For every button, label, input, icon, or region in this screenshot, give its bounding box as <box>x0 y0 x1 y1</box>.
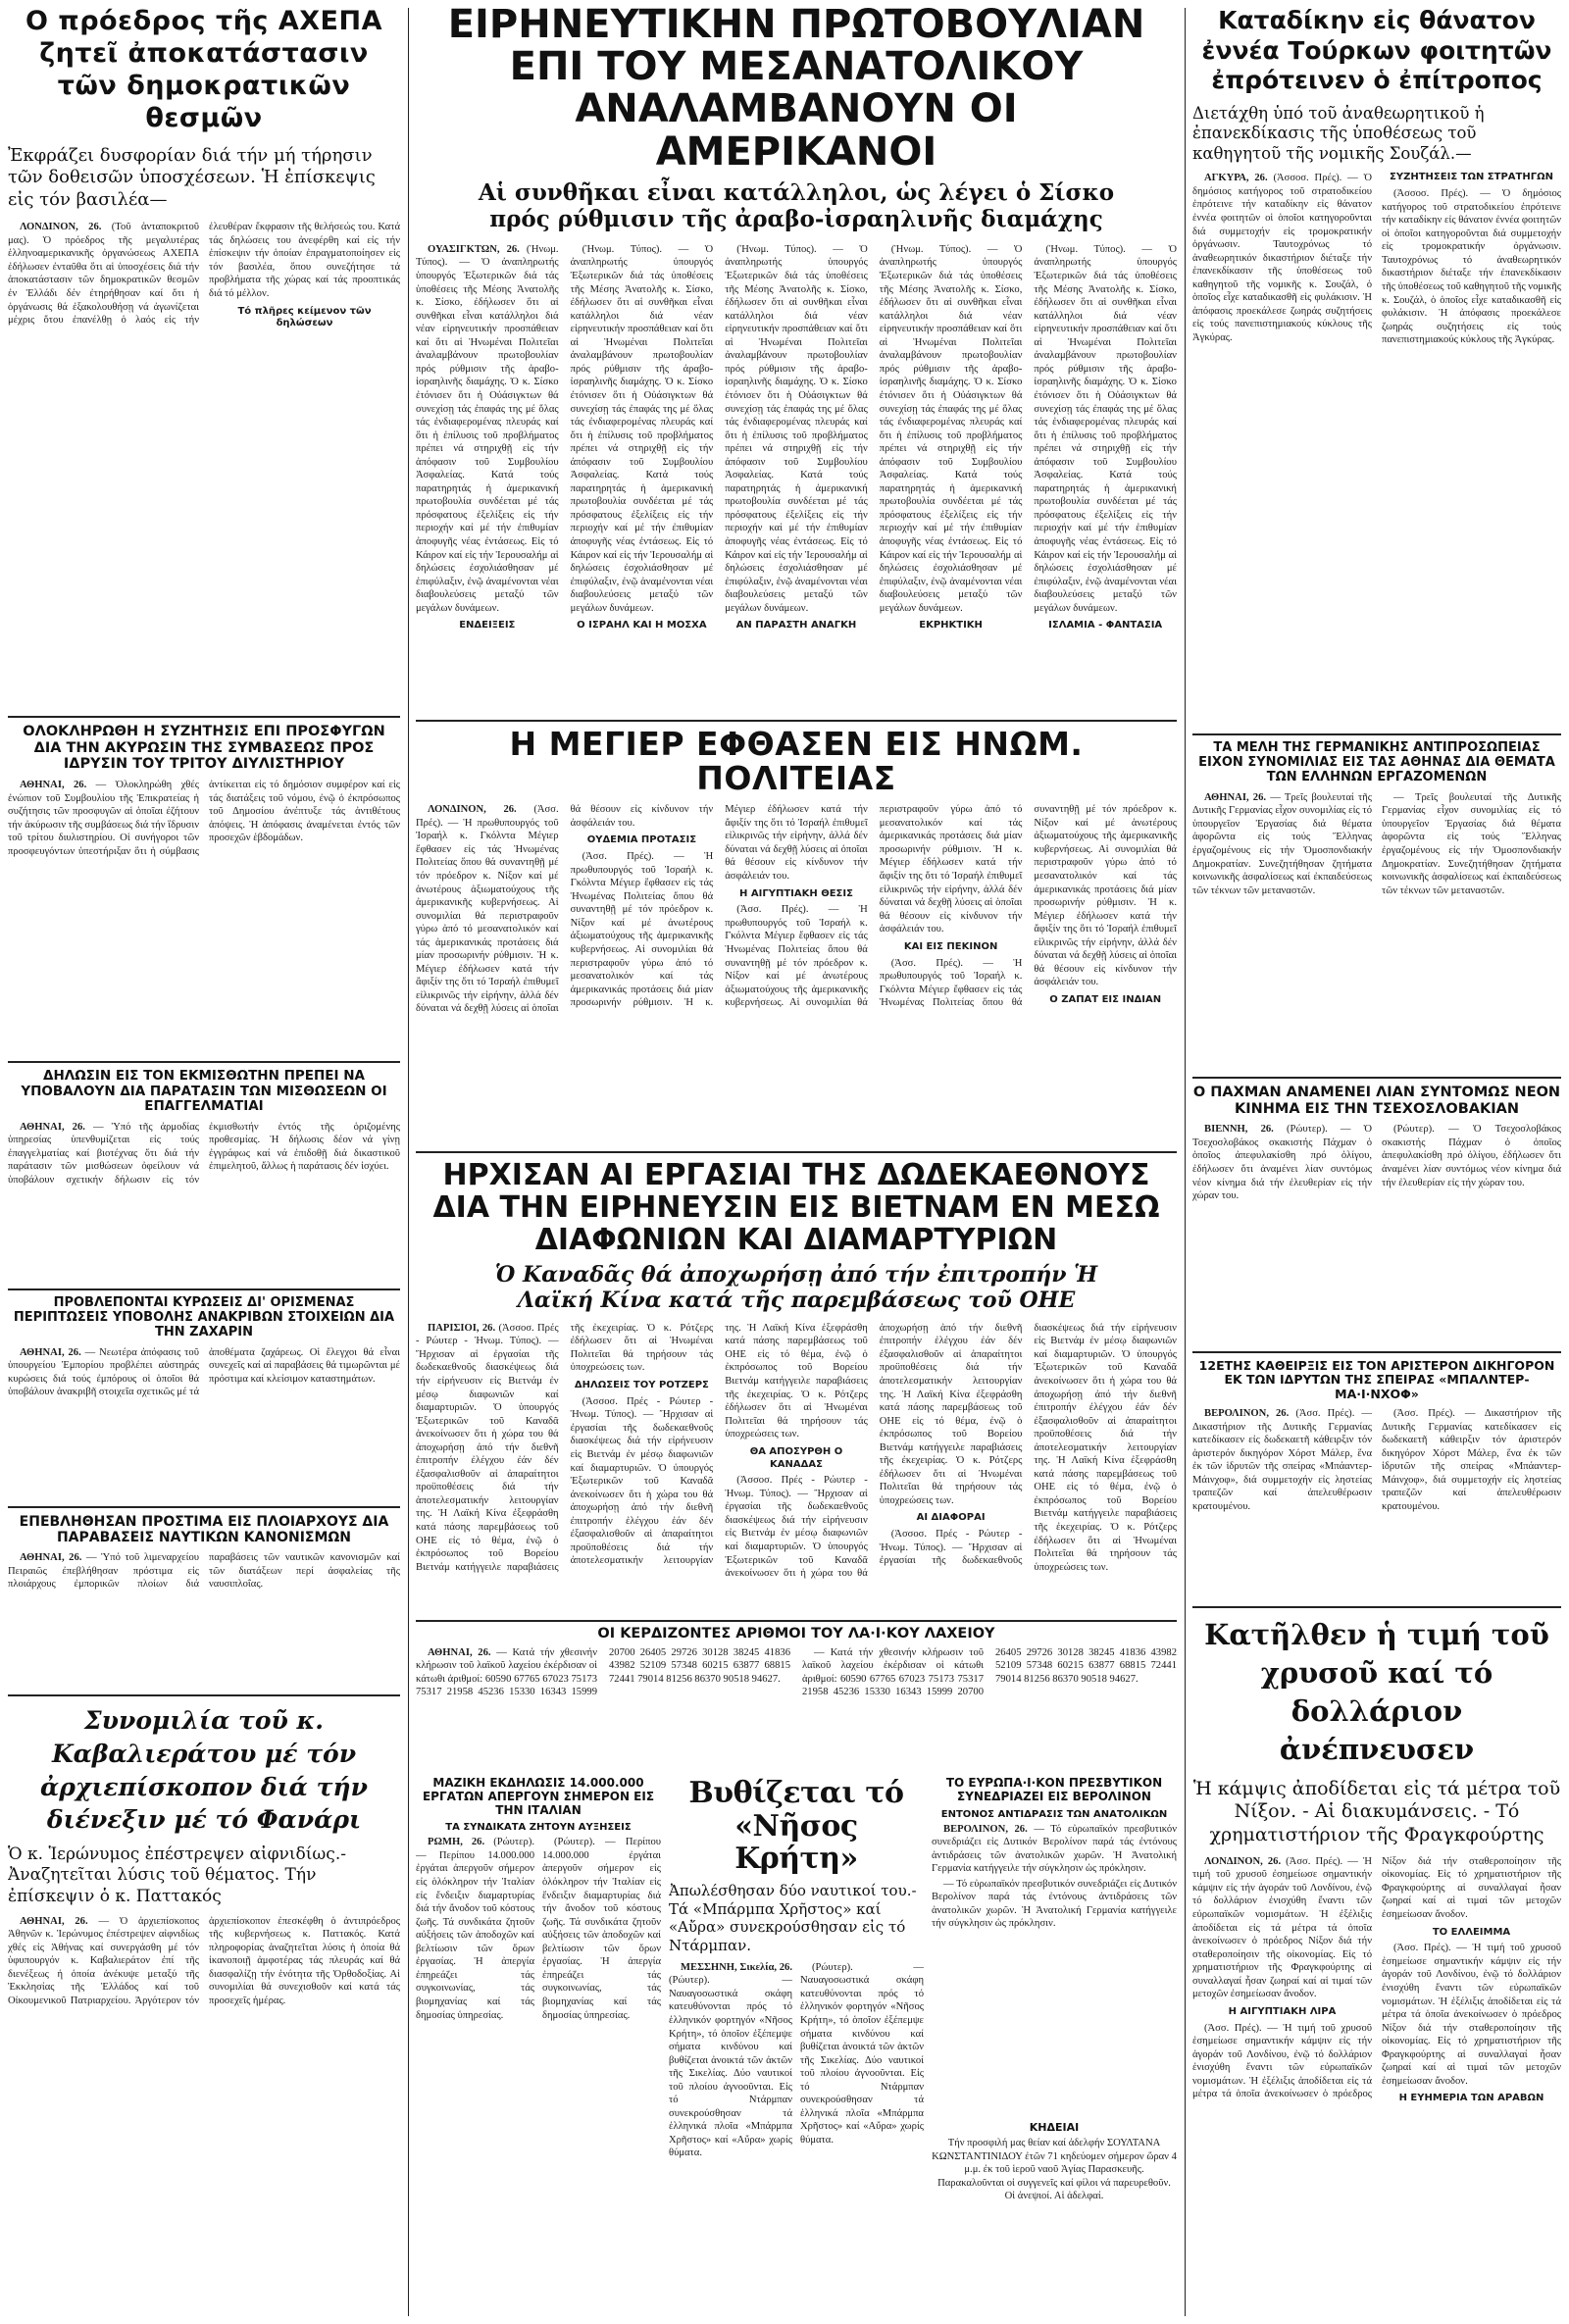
article-body <box>1192 1855 1561 2297</box>
lead-article <box>416 4 1177 718</box>
section-kicker: ΤΑ ΣΥΝΔΙΚΑΤΑ ΖΗΤΟΥΝ ΑΥΞΗΣΕΙΣ <box>445 1822 632 1834</box>
article-body <box>8 1551 400 1669</box>
article-text: (Ἀσσ. Πρές). — Ἡ πρωθυπουργός τοῦ Ἰσραήλ κ. Γκόλντα Μέγιερ ἔφθασεν εἰς τάς Ἡνωμένας Πολιτείας ὅπου θά συναντηθῇ μέ τόν πρόεδρον κ. Νίξον καί μέ ἀνωτέρους ἀξιωματούχους τῆς ἀμερικανικῆς κυβερνήσεως. Αἱ συνομιλίαι θά περιστραφοῦν γύρω ἀπό τό μεσανατολικόν καί τάς ἀμερικανικάς προτάσεις διά μίαν προσωρινήν ρύθμισιν. Ἡ κ. Μέγιερ ἐδήλωσεν κατά τήν ἄφιξίν της ὅτι τό Ἰσραήλ ἐπιθυμεῖ εἰλικρινῶς τήν εἰρήνην, ἀλλά δέν δύναται νά δεχθῇ λύσεις αἱ ὁποῖαι θά θέσουν εἰς κίνδυνον τήν ἀσφάλειάν του. <box>570 804 868 1009</box>
section-kicker: ΔΗΛΩΣΕΙΣ ΤΟΥ ΡΟΤΖΕΡΣ <box>574 1379 709 1390</box>
section-kicker: Ο ΖΑΠΑΤ ΕΙΣ ΙΝΔΙΑΝ <box>1049 993 1162 1005</box>
section-kicker: ΕΝΔΕΙΞΕΙΣ <box>459 620 516 632</box>
article-text: — Τρεῖς βουλευταί τῆς Δυτικῆς Γερμανίας εἶχον συνομιλίας εἰς τό ὑπουργεῖον Ἐργασίας διά θέματα ἀφορῶντα εἰς τούς Ἕλληνας ἐργαζομένους εἰς τήν Ὁμοσπονδιακήν Δημοκρατίαν. Συνεζητήθησαν ζητήματα κοινωνικῆς ἀσφαλίσεως καί ἐκπαιδεύσεως τῶν τέκνων τῶν μεταναστῶν. <box>1382 791 1561 896</box>
article-text: (Ἀσσοσ. Πρές). — Ὁ δημόσιος κατήγορος τοῦ στρατοδικείου ἐπρότεινε τήν καταδίκην εἰς θάνατον ἐννέα φοιτητῶν οἱ ὁποῖοι κατηγοροῦνται διά συμμετοχήν εἰς τρομοκρατικήν ὀργάνωσιν. Ταυτοχρόνως τό ἀναθεωρητικόν δικαστήριον διέταξε τήν ἐπανεκδίκασιν τῆς ὑποθέσεως τοῦ καθηγητοῦ τῆς νομικῆς κ. Σουζάλ, ὁ ὁποῖος εἶχε καταδικασθῆ εἰς φυλάκισιν. Ἡ ἀπόφασις προεκάλεσε ζωηράς συζητήσεις εἰς τούς πανεπιστημιακούς κύκλους τῆς Ἀγκύρας. <box>1382 188 1561 346</box>
article-text: (Τοῦ ἀνταποκριτοῦ μας). Ὁ πρόεδρος τῆς μεγαλυτέρας ἑλληνοαμερικανικῆς ὀργανώσεως ΑΧΕΠΑ ἐδήλωσεν ἐνταῦθα ὅτι αἱ ὑποσχέσεις διά τήν ἀποκατάστασιν τῶν δημοκρατικῶν θεσμῶν ἐν Ἑλλάδι δέν ἐτηρήθησαν καί ὅτι ἡ ὀργάνωσις θά ἐξακολουθήσῃ νά ἀγωνίζεται μέχρις ὅτου ἐπανέλθῃ ὁ λαός εἰς τήν ἐλευθέραν ἔκφρασιν τῆς θελήσεώς του. Κατά τάς δηλώσεις του ἀνεφέρθη καί εἰς τήν ἐπίσκεψιν τήν ὁποίαν ἐπραγματοποίησεν εἰς τόν βασιλέα, ὅπου συνεζήτησε τά προβλήματα τῆς χώρας καί τάς προοπτικάς διά τό μέλλον. <box>8 222 400 327</box>
section-kicker: ΙΣΛΑΜΙΑ - ΦΑΝΤΑΣΙΑ <box>1048 620 1163 632</box>
article-text: (Ρώυτερ). — Περίπου 14.000.000 ἐργάται ἀπεργοῦν σήμερον εἰς ὁλόκληρον τήν Ἰταλίαν εἰς ἔνδειξιν διαμαρτυρίας διά τήν ἄνοδον τοῦ κόστους ζωῆς. Τά συνδικάτα ζητοῦν αὐξήσεις τῶν ἀποδοχῶν καί βελτίωσιν τῶν ὅρων ἐργασίας. Ἡ ἀπεργία ἐπηρεάζει τάς συγκοινωνίας, τάς βιομηχανίας καί τάς δημοσίας ὑπηρεσίας. <box>416 1837 534 2021</box>
center-bottom-zone <box>416 1626 1177 2302</box>
dateline: ΑΘΗΝΑΙ, 26. <box>20 780 87 791</box>
italy-strike-article <box>416 1777 661 2297</box>
article-body <box>1192 1407 1561 1593</box>
section-rule <box>8 1506 400 1508</box>
sugar-article <box>8 1296 400 1502</box>
article-body <box>1192 172 1561 731</box>
section-kicker: Ο ΙΣΡΑΗΛ ΚΑΙ Η ΜΟΣΧΑ <box>577 620 707 632</box>
article-headline: Συνομιλία τοῦ κ. Καβαλιεράτου μέ τόν ἀρχιεπίσκοπον διά τήν διένεξιν μέ τό Φανάρι <box>40 1706 368 1835</box>
right-column <box>1192 6 1561 2318</box>
dateline: ΠΑΡΙΣΙΟΙ, 26. <box>428 1322 496 1334</box>
section-kicker: Η ΕΥΗΜΕΡΙΑ ΤΩΝ ΑΡΑΒΩΝ <box>1398 2093 1544 2104</box>
article-text: (Ἀσσ. Πρές). — Ἡ πρωθυπουργός τοῦ Ἰσραήλ κ. Γκόλντα Μέγιερ ἔφθασεν εἰς τάς Ἡνωμένας Πολιτείας ὅπου θά συναντηθῇ μέ τόν πρόεδρον κ. Νίξον καί μέ ἀνωτέρους ἀξιωματούχους τῆς ἀμερικανικῆς κυβερνήσεως. Αἱ συνομιλίαι θά περιστραφοῦν γύρω ἀπό τό μεσανατολικόν καί τάς ἀμερικανικάς προτάσεις διά μίαν προσωρινήν ρύθμισιν. Ἡ κ. Μέγιερ ἐδήλωσεν κατά τήν ἄφιξίν της ὅτι τό Ἰσραήλ ἐπιθυμεῖ εἰλικρινῶς τήν εἰρήνην, ἀλλά δέν δύναται νά δεχθῇ λύσεις αἱ ὁποῖαι θά θέσουν εἰς κίνδυνον τήν ἀσφάλειάν του. <box>725 804 1023 1009</box>
turkey-article <box>1192 6 1561 732</box>
article-text: — Ὁλοκληρώθη χθές ἐνώπιον τοῦ Συμβουλίου τῆς Ἐπικρατείας ἡ συζήτησις τῶν προσφυγῶν αἱ ὁποῖαι ἐζήτουν τήν ἀκύρωσιν τῆς συμβάσεως διά τήν ἵδρυσιν τοῦ τρίτου διυλιστηρίου. Οἱ συνήγοροι τῶν προσφευγόντων ὑπεστήριξαν ὅτι ἡ σύμβασις ἀντίκειται εἰς τό δημόσιον συμφέρον καί εἰς τάς διατάξεις τοῦ νόμου, ἐνῷ ὁ ἐκπρόσωπος τοῦ Δημοσίου ἀνέπτυξε τάς ἀντιθέτους ἀπόψεις. Ἡ ἀπόφασις ἀναμένεται ἐντός τῶν προσεχῶν ἑβδομάδων. <box>8 780 400 857</box>
article-text: (Ἀσσ. Πρές). — Ἡ πρωθυπουργός τοῦ Ἰσραήλ κ. Γκόλντα Μέγιερ ἔφθασεν εἰς τάς Ἡνωμένας Πολιτείας ὅπου θά συναντηθῇ μέ τόν πρόεδρον κ. Νίξον καί μέ ἀνωτέρους ἀξιωματούχους τῆς ἀμερικανικῆς κυβερνήσεως. Αἱ συνομιλίαι θά περιστραφοῦν γύρω ἀπό τό μεσανατολικόν καί τάς ἀμερικανικάς προτάσεις διά μίαν προσωρινήν ρύθμισιν. Ἡ κ. Μέγιερ ἐδήλωσεν κατά τήν ἄφιξίν της ὅτι τό Ἰσραήλ ἐπιθυμεῖ εἰλικρινῶς τήν εἰρήνην, ἀλλά δέν δύναται νά δεχθῇ λύσεις αἱ ὁποῖαι θά θέσουν εἰς κίνδυνον τήν ἀσφάλειάν του. <box>879 804 1177 1009</box>
lottery-article <box>416 1626 1177 1773</box>
kavalieratos-article <box>8 1704 400 2126</box>
lead-headline: ΕΙΡΗΝΕΥΤΙΚΗΝ ΠΡΩΤΟΒΟΥΛΙΑΝ ΕΠΙ ΤΟΥ ΜΕΣΑΝΑΤΟΛΙΚΟΥ ΑΝΑΛΑΜΒΑΝΟΥΝ ΟΙ ΑΜΕΡΙΚΑΝΟΙ <box>447 4 1145 175</box>
meir-article <box>416 728 1177 1149</box>
dateline: ΡΩΜΗ, 26. <box>428 1837 485 1848</box>
dateline: ΒΕΡΟΛΙΝΟΝ, 26. <box>943 1823 1028 1835</box>
article-text: (Ἡνωμ. Τύπος). — Ὁ ἀναπληρωτής ὑπουργός Ἐξωτερικῶν διά τάς ὑποθέσεις τῆς Μέσης Ἀνατολῆς κ. Σίσκο, ἐδήλωσεν ὅτι αἱ συνθῆκαι εἶναι κατάλληλοι διά νέαν εἰρηνευτικήν προσπάθειαν καί ὅτι αἱ Ἡνωμέναι Πολιτεῖαι ἀναλαμβάνουν πρωτοβουλίαν πρός ρύθμισιν τῆς ἀραβο-ἰσραηλινῆς διαμάχης. Ὁ κ. Σίσκο ἐτόνισεν ὅτι ἡ Οὐάσιγκτων θά συνεχίσῃ τάς ἐπαφάς της μέ ὅλας τάς ἐνδιαφερομένας πλευράς καί ὅτι ἡ ἐπίλυσις τοῦ προβλήματος πρέπει νά στηριχθῇ εἰς τήν ἀπόφασιν τοῦ Συμβουλίου Ἀσφαλείας. Κατά τούς παρατηρητάς ἡ ἀμερικανική πρωτοβουλία συνδέεται μέ τάς πρόσφατους ἐξελίξεις εἰς τήν περιοχήν καί μέ τήν ἐπιθυμίαν ἀποφυγῆς νέας ἐντάσεως. Εἰς τό Κάιρον καί εἰς τήν Ἱερουσαλήμ αἱ δηλώσεις ἐσχολιάσθησαν μέ ἐπιφύλαξιν, ἐνῷ ἀναμένονται νέαι διαβουλεύσεις μεταξύ τῶν μεγάλων δυνάμεων. <box>416 243 559 614</box>
pachman-article <box>1192 1085 1561 1349</box>
section-kicker: ΘΑ ΑΠΟΣΥΡΘΗ Ο ΚΑΝΑΔΑΣ <box>749 1445 843 1470</box>
article-headline: Κατῆλθεν ἡ τιμή τοῦ χρυσοῦ καί τό δολλάριον ἀνέπνευσεν <box>1204 1618 1549 1767</box>
center-column <box>416 4 1177 2318</box>
article-text: (Ἀσσ. Πρές). — Δικαστήριον τῆς Δυτικῆς Γερμανίας κατεδίκασεν εἰς δωδεκαετῆ κάθειρξιν τόν ἀριστερόν δικηγόρον Χόρστ Μάλερ, ἕνα ἐκ τῶν ἱδρυτῶν τῆς σπείρας «Μπάαντερ-Μάινχοφ», διά συμμετοχήν εἰς ληστείας τραπεζῶν καί ἀπελευθέρωσιν κρατουμένου. <box>1382 1408 1561 1512</box>
article-dek: Ὁ κ. Ἱερώνυμος ἐπέστρεψεν αἰφνιδίως.- Ἀναζητεῖται λύσις τοῦ θέματος. Τήν ἐπίσκεψιν ὁ κ. Παττακός <box>8 1844 346 1906</box>
article-text: — Νεωτέρα ἀπόφασις τοῦ ὑπουργείου Ἐμπορίου προβλέπει αὐστηράς κυρώσεις διά τούς ἐμπόρους οἱ ὁποῖοι θά ὑποβάλουν ἀνακριβῆ στοιχεῖα σχετικῶς μέ τά ἀποθέματα ζαχάρεως. Οἱ ἔλεγχοι θά εἶναι συνεχεῖς καί αἱ παραβάσεις θά τιμωρῶνται μέ πρόστιμα καί κλείσιμον καταστημάτων. <box>8 1346 400 1398</box>
section-rule <box>416 720 1177 722</box>
vietnam-article <box>416 1159 1177 1620</box>
dateline: ΟΥΑΣΙΓΚΤΩΝ, 26. <box>428 243 520 255</box>
gold-article <box>1192 1616 1561 2318</box>
section-rule <box>8 716 400 718</box>
section-kicker: ΑΙ ΔΙΑΦΟΡΑΙ <box>916 1512 986 1524</box>
article-body <box>416 243 1177 718</box>
article-subheadline: Ὁ Καναδᾶς θά ἀποχωρήσῃ ἀπό τήν ἐπιτροπήν Ἡ Λαϊκή Κίνα κατά τῆς παρεμβάσεως τοῦ ΟΗΕ <box>494 1262 1098 1314</box>
article-text: (Ἀσσοσ. Πρές). — Ὁ δημόσιος κατήγορος τοῦ στρατοδικείου ἐπρότεινε τήν καταδίκην εἰς θάνατον ἐννέα φοιτητῶν οἱ ὁποῖοι κατηγοροῦνται διά συμμετοχήν εἰς τρομοκρατικήν ὀργάνωσιν. Ταυτοχρόνως τό ἀναθεωρητικόν δικαστήριον διέταξε τήν ἐπανεκδίκασιν τῆς ὑποθέσεως τοῦ καθηγητοῦ τῆς νομικῆς κ. Σουζάλ, ὁ ὁποῖος εἶχε καταδικασθῆ εἰς φυλάκισιν. Ἡ ἀπόφασις προεκάλεσε ζωηράς συζητήσεις εἰς τούς πανεπιστημιακούς κύκλους τῆς Ἀγκύρας. <box>1192 173 1372 343</box>
article-headline: Ο πρόεδρος τῆς ΑΧΕΠΑ ζητεῖ ἀποκατάστασιν τῶν δημοκρατικῶν θεσμῶν <box>25 6 382 133</box>
article-text: (Ἀσσοσ. Πρές - Ρώυτερ - Ἡνωμ. Τύπος). — Ἤρχισαν αἱ ἐργασίαι τῆς δωδεκαεθνοῦς διασκέψεως διά τήν εἰρήνευσιν εἰς Βιετνάμ ἐν μέσῳ διαφωνιῶν καί διαμαρτυριῶν. Ὁ ὑπουργός Ἐξωτερικῶν τοῦ Καναδᾶ ἀνεκοίνωσεν ὅτι ἡ χώρα του θά ἀποχωρήσῃ ἀπό τήν διεθνῆ ἐπιτροπήν ἐλέγχου ἐάν δέν ἐξασφαλισθοῦν αἱ ἀπαραίτητοι προϋποθέσεις διά τήν ἀποτελεσματικήν λειτουργίαν της. Ἡ Λαϊκή Κίνα ἐξεφράσθη κατά πάσης παρεμβάσεως τοῦ ΟΗΕ εἰς τό θέμα, ἐνῷ ὁ ἐκπρόσωπος τοῦ Βορείου Βιετνάμ κατήγγειλε παραβιάσεις τῆς ἐκεχειρίας. Ὁ κ. Ρότζερς ἐδήλωσεν ὅτι αἱ Ἡνωμέναι Πολιτεῖαι θά τηρήσουν τάς ὑποχρεώσεις των. <box>879 1322 1177 1573</box>
section-rule <box>1192 1351 1561 1353</box>
dateline: ΑΘΗΝΑΙ, 26. <box>428 1646 491 1658</box>
article-text: (Ρώυτερ). — Ναυαγοσωστικά σκάφη κατευθύνονται πρός τό ἑλληνικόν φορτηγόν «Νῆσος Κρήτη», τό ὁποῖον ἐξέπεμψε σήματα κινδύνου καί βυθίζεται ἀνοικτά τῶν ἀκτῶν τῆς Σικελίας. Δύο ναυτικοί τοῦ πλοίου ἀγνοοῦνται. Εἰς τό Ντάρμπαν συνεκρούσθησαν τά ἑλληνικά πλοῖα «Μπάρμπα Χρῆστος» καί «Αὔρα» χωρίς θύματα. <box>800 1961 924 2146</box>
article-text: (Ἀσσοσ. Πρές - Ρώυτερ - Ἡνωμ. Τύπος). — Ἤρχισαν αἱ ἐργασίαι τῆς δωδεκαεθνοῦς διασκέψεως διά τήν εἰρήνευσιν εἰς Βιετνάμ ἐν μέσῳ διαφωνιῶν καί διαμαρτυριῶν. Ὁ ὑπουργός Ἐξωτερικῶν τοῦ Καναδᾶ ἀνεκοίνωσεν ὅτι ἡ χώρα του θά ἀποχωρήσῃ ἀπό τήν διεθνῆ ἐπιτροπήν ἐλέγχου ἐάν δέν ἐξασφαλισθοῦν αἱ ἀπαραίτητοι προϋποθέσεις διά τήν ἀποτελεσματικήν λειτουργίαν της. Ἡ Λαϊκή Κίνα ἐξεφράσθη κατά πάσης παρεμβάσεως τοῦ ΟΗΕ εἰς τό θέμα, ἐνῷ ὁ ἐκπρόσωπος τοῦ Βορείου Βιετνάμ κατήγγειλε παραβιάσεις τῆς ἐκεχειρίας. Ὁ κ. Ρότζερς ἐδήλωσεν ὅτι αἱ Ἡνωμέναι Πολιτεῖαι θά τηρήσουν τάς ὑποχρεώσεις των. <box>725 1322 1023 1580</box>
article-body <box>1192 1123 1561 1329</box>
article-text: (Ἡνωμ. Τύπος). — Ὁ ἀναπληρωτής ὑπουργός Ἐξωτερικῶν διά τάς ὑποθέσεις τῆς Μέσης Ἀνατολῆς κ. Σίσκο, ἐδήλωσεν ὅτι αἱ συνθῆκαι εἶναι κατάλληλοι διά νέαν εἰρηνευτικήν προσπάθειαν καί ὅτι αἱ Ἡνωμέναι Πολιτεῖαι ἀναλαμβάνουν πρωτοβουλίαν πρός ρύθμισιν τῆς ἀραβο-ἰσραηλινῆς διαμάχης. Ὁ κ. Σίσκο ἐτόνισεν ὅτι ἡ Οὐάσιγκτων θά συνεχίσῃ τάς ἐπαφάς της μέ ὅλας τάς ἐνδιαφερομένας πλευράς καί ὅτι ἡ ἐπίλυσις τοῦ προβλήματος πρέπει νά στηριχθῇ εἰς τήν ἀπόφασιν τοῦ Συμβουλίου Ἀσφαλείας. Κατά τούς παρατηρητάς ἡ ἀμερικανική πρωτοβουλία συνδέεται μέ τάς πρόσφατους ἐξελίξεις εἰς τήν περιοχήν καί μέ τήν ἐπιθυμίαν ἀποφυγῆς νέας ἐντάσεως. Εἰς τό Κάιρον καί εἰς τήν Ἱερουσαλήμ αἱ δηλώσεις ἐσχολιάσθησαν μέ ἐπιφύλαξιν, ἐνῷ ἀναμένονται νέαι διαβουλεύσεις μεταξύ τῶν μεγάλων δυνάμεων. <box>570 243 714 614</box>
trial-article <box>8 724 400 1057</box>
article-headline: ΤΑ ΜΕΛΗ ΤΗΣ ΓΕΡΜΑΝΙΚΗΣ ΑΝΤΙΠΡΟΣΩΠΕΙΑΣ ΕΙΧΟΝ ΣΥΝΟΜΙΛΙΑΣ ΕΙΣ ΤΑΣ ΑΘΗΝΑΣ ΔΙΑ ΘΕΜΑΤΑ ΤΩΝ ΕΛΛΗΝΩΝ ΕΡΓΑΖΟΜΕΝΩΝ <box>1198 741 1555 784</box>
article-body <box>932 1823 1177 1931</box>
article-headline: ΤΟ ΕΥΡΩΠΑ·Ι·ΚΟΝ ΠΡΕΣΒΥΤΙΚΟΝ ΣΥΝΕΔΡΙΑΖΕΙ ΕΙΣ ΒΕΡΟΛΙΝΟΝ <box>945 1777 1163 1803</box>
article-body <box>416 1836 661 2267</box>
lead-subheadline: Αἱ συνθῆκαι εἶναι κατάλληλοι, ὡς λέγει ὁ Σίσκο πρός ρύθμισιν τῆς ἀραβο-ἰσραηλινῆς διαμάχης <box>478 178 1115 233</box>
section-rule <box>1192 1077 1561 1079</box>
article-text: — Ὑπό τοῦ λιμεναρχείου Πειραιῶς ἐπεβλήθησαν πρόστιμα εἰς πλοιάρχους ἐμπορικῶν πλοίων διά παραβάσεις τῶν ναυτικῶν κανονισμῶν καί τῶν διατάξεων περί ἀσφαλείας τῆς ναυσιπλοΐας. <box>8 1552 400 1591</box>
article-body <box>8 1915 400 2121</box>
dateline: ΛΟΝΔΙΝΟΝ, 26. <box>428 804 517 816</box>
mahler-article <box>1192 1359 1561 1604</box>
article-body <box>416 1322 1177 1616</box>
article-text: — Ὑπό τῆς ἀρμοδίας ὑπηρεσίας ὑπενθυμίζεται εἰς τούς ἐπαγγελματίας καί βιοτέχνας ὅτι διά τήν παράτασιν τῶν μισθώσεων ὀφείλουν νά ὑποβάλουν σχετικήν δήλωσιν εἰς τόν ἐκμισθωτήν ἐντός τῆς ὁριζομένης προθεσμίας. Ἡ δήλωσις δέον νά γίνῃ ἐγγράφως καί νά ἐπιδοθῇ διά δικαστικοῦ ἐπιμελητοῦ, ἄλλως ἡ παράτασις δέν ἰσχύει. <box>8 1121 400 1186</box>
dateline: ΑΘΗΝΑΙ, 26. <box>20 1552 82 1564</box>
article-body <box>416 1646 1177 1762</box>
article-text: — Κατά τήν χθεσινήν κλήρωσιν τοῦ λαϊκοῦ λαχείου ἐκέρδισαν οἱ κάτωθι ἀριθμοί: 60590 67765 67023 75173 75317 21958 45236 15330 16343 15999 20700 26405 29726 30128 38245 41836 43982 52109 57348 60215 63877 68815 72441 79014 81256 86370 90518 94627. <box>802 1646 1177 1698</box>
section-kicker: ΑΝ ΠΑΡΑΣΤΗ ΑΝΑΓΚΗ <box>735 620 857 632</box>
section-rule <box>1192 733 1561 735</box>
dateline: ΑΘΗΝΑΙ, 26. <box>1204 791 1267 803</box>
article-body <box>8 779 400 1034</box>
dateline: ΑΘΗΝΑΙ, 26. <box>20 1915 88 1927</box>
ship-fines-article <box>8 1514 400 1691</box>
section-kicker: ΣΥΖΗΤΗΣΕΙΣ ΤΩΝ ΣΤΡΑΤΗΓΩΝ <box>1390 172 1553 183</box>
article-headline: Βυθίζεται τό «Νῆσος Κρήτη» <box>688 1777 904 1877</box>
article-dek: Ἡ κάμψις ἀποδίδεται εἰς τά μέτρα τοῦ Νίξον. - Αἱ διακυμάνσεις. - Τό χρηματιστήριον τῆς Φραγκφούρτης <box>1192 1777 1561 1846</box>
section-kicker: ΚΗΔΕΙΑΙ <box>1029 2121 1080 2134</box>
axepa-article <box>8 6 400 712</box>
section-kicker: ΤΟ ΕΛΛΕΙΜΜΑ <box>1432 1926 1511 1938</box>
article-dek: Διετάχθη ὑπό τοῦ ἀναθεωρητικοῦ ἡ ἐπανεκδίκασις τῆς ὑποθέσεως τοῦ καθηγητοῦ τῆς νομικῆς Σουζάλ.— <box>1192 103 1485 163</box>
section-kicker: Η ΑΙΓΥΠΤΙΑΚΗ ΘΕΣΙΣ <box>739 887 853 899</box>
column-rule <box>408 8 409 2316</box>
article-text: — Τό εὐρωπαϊκόν πρεσβυτικόν συνεδριάζει εἰς Δυτικόν Βερολίνον παρά τάς ἐντόνους ἀντιδράσεις τῶν ἀνατολικῶν χωρῶν. Ἡ Ἀνατολική Γερμανία κατήγγειλε τήν σύγκλησιν ὡς πρόκλησιν. <box>932 1823 1177 1875</box>
section-rule <box>8 1694 400 1696</box>
dateline: ΑΓΚΥΡΑ, 26. <box>1204 173 1268 184</box>
section-rule <box>8 1288 400 1290</box>
article-body <box>1192 791 1561 1056</box>
left-column <box>8 6 400 2318</box>
article-text: (Ρώυτερ). — Ὁ Τσεχοσλοβάκος σκακιστής Πάχμαν ὁ ὁποῖος ἀπεφυλακίσθη πρό ὀλίγου, ἐδήλωσεν ὅτι ἀναμένει λίαν συντόμως νέον κίνημα διά τήν ἐλευθερίαν εἰς τήν χώραν του. <box>1192 1124 1373 1202</box>
dateline: ΒΕΡΟΛΙΝΟΝ, 26. <box>1204 1408 1290 1420</box>
article-text: (Ἀσσοσ. Πρές - Ρώυτερ - Ἡνωμ. Τύπος). — Ἤρχισαν αἱ ἐργασίαι τῆς δωδεκαεθνοῦς διασκέψεως διά τήν εἰρήνευσιν εἰς Βιετνάμ ἐν μέσῳ διαφωνιῶν καί διαμαρτυριῶν. Ὁ ὑπουργός Ἐξωτερικῶν τοῦ Καναδᾶ ἀνεκοίνωσεν ὅτι ἡ χώρα του θά ἀποχωρήσῃ ἀπό τήν διεθνῆ ἐπιτροπήν ἐλέγχου ἐάν δέν ἐξασφαλισθοῦν αἱ ἀπαραίτητοι προϋποθέσεις διά τήν ἀποτελεσματικήν λειτουργίαν της. Ἡ Λαϊκή Κίνα ἐξεφράσθη κατά πάσης παρεμβάσεως τοῦ ΟΗΕ εἰς τό θέμα, ἐνῷ ὁ ἐκπρόσωπος τοῦ Βορείου Βιετνάμ κατήγγειλε παραβιάσεις τῆς ἐκεχειρίας. Ὁ κ. Ρότζερς ἐδήλωσεν ὅτι αἱ Ἡνωμέναι Πολιτεῖαι θά τηρήσουν τάς ὑποχρεώσεις των. <box>570 1322 868 1567</box>
article-body <box>8 1121 400 1278</box>
dateline: ΜΕΣΣΗΝΗ, Σικελία, 26. <box>681 1961 792 1973</box>
section-rule <box>8 1061 400 1063</box>
article-text: (Ἀσσ. Πρές). — Ἡ τιμή τοῦ χρυσοῦ ἐσημείωσε σημαντικήν κάμψιν εἰς τήν ἀγοράν τοῦ Λονδίνου, ἐνῷ τό δολλάριον ἐνισχύθη ἔναντι τῶν εὐρωπαϊκῶν νομισμάτων. Ἡ ἐξέλιξις ἀποδίδεται εἰς τά μέτρα τά ὁποῖα ἀνεκοίνωσεν ὁ πρόεδρος Νίξον διά τήν σταθεροποίησιν τῆς οἰκονομίας. Εἰς τό χρηματιστήριον τῆς Φραγκφούρτης αἱ συναλλαγαί ἦσαν ζωηραί καί αἱ τιμαί τῶν μετοχῶν ἐσημείωσαν ἄνοδον. <box>1382 1943 1561 2087</box>
dateline: ΛΟΝΔΙΝΟΝ, 26. <box>1204 1855 1282 1867</box>
article-dek: Ἐκφράζει δυσφορίαν διά τήν μή τήρησιν τῶν δοθεισῶν ὑποσχέσεων. Ἡ ἐπίσκεψις εἰς τόν βασιλέα— <box>8 144 376 210</box>
article-text: (Ἀσσ. Πρές). — Ἡ τιμή τοῦ χρυσοῦ ἐσημείωσε σημαντικήν κάμψιν εἰς τήν ἀγοράν τοῦ Λονδίνου, ἐνῷ τό δολλάριον ἐνισχύθη ἔναντι τῶν εὐρωπαϊκῶν νομισμάτων. Ἡ ἐξέλιξις ἀποδίδεται εἰς τά μέτρα τά ὁποῖα ἀνεκοίνωσεν ὁ πρόεδρος Νίξον διά τήν σταθεροποίησιν τῆς οἰκονομίας. Εἰς τό χρηματιστήριον τῆς Φραγκφούρτης αἱ συναλλαγαί ἦσαν ζωηραί καί αἱ τιμαί τῶν μετοχῶν ἐσημείωσαν ἄνοδον. <box>1192 1855 1561 2100</box>
article-headline: ΠΡΟΒΛΕΠΟΝΤΑΙ ΚΥΡΩΣΕΙΣ ΔΙ' ΟΡΙΣΜΕΝΑΣ ΠΕΡΙΠΤΩΣΕΙΣ ΥΠΟΒΟΛΗΣ ΑΝΑΚΡΙΒΩΝ ΣΤΟΙΧΕΙΩΝ ΔΙΑ ΤΗΝ ΖΑΧΑΡΙΝ <box>13 1296 395 1339</box>
article-footer: Τό πλῆρες κείμενον τῶν δηλώσεων <box>237 305 372 329</box>
article-text: (Ἀσσ. Πρές). — Ἡ πρωθυπουργός τοῦ Ἰσραήλ κ. Γκόλντα Μέγιερ ἔφθασεν εἰς τάς Ἡνωμένας Πολιτείας ὅπου θά συναντηθῇ μέ τόν πρόεδρον κ. Νίξον καί μέ ἀνωτέρους ἀξιωματούχους τῆς ἀμερικανικῆς κυβερνήσεως. Αἱ συνομιλίαι θά περιστραφοῦν γύρω ἀπό τό μεσανατολικόν καί τάς ἀμερικανικάς προτάσεις διά μίαν προσωρινήν ρύθμισιν. Ἡ κ. Μέγιερ ἐδήλωσεν κατά τήν ἄφιξίν της ὅτι τό Ἰσραήλ ἐπιθυμεῖ εἰλικρινῶς τήν εἰρήνην, ἀλλά δέν δύναται νά δεχθῇ λύσεις αἱ ὁποῖαι θά θέσουν εἰς κίνδυνον τήν ἀσφάλειάν του. <box>416 804 714 1015</box>
berlin-article <box>932 1777 1177 2110</box>
article-text: (Ἡνωμ. Τύπος). — Ὁ ἀναπληρωτής ὑπουργός Ἐξωτερικῶν διά τάς ὑποθέσεις τῆς Μέσης Ἀνατολῆς κ. Σίσκο, ἐδήλωσεν ὅτι αἱ συνθῆκαι εἶναι κατάλληλοι διά νέαν εἰρηνευτικήν προσπάθειαν καί ὅτι αἱ Ἡνωμέναι Πολιτεῖαι ἀναλαμβάνουν πρωτοβουλίαν πρός ρύθμισιν τῆς ἀραβο-ἰσραηλινῆς διαμάχης. Ὁ κ. Σίσκο ἐτόνισεν ὅτι ἡ Οὐάσιγκτων θά συνεχίσῃ τάς ἐπαφάς της μέ ὅλας τάς ἐνδιαφερομένας πλευράς καί ὅτι ἡ ἐπίλυσις τοῦ προβλήματος πρέπει νά στηριχθῇ εἰς τήν ἀπόφασιν τοῦ Συμβουλίου Ἀσφαλείας. Κατά τούς παρατηρητάς ἡ ἀμερικανική πρωτοβουλία συνδέεται μέ τάς πρόσφατους ἐξελίξεις εἰς τήν περιοχήν καί μέ τήν ἐπιθυμίαν ἀποφυγῆς νέας ἐντάσεως. Εἰς τό Κάιρον καί εἰς τήν Ἱερουσαλήμ αἱ δηλώσεις ἐσχολιάσθησαν μέ ἐπιφύλαξιν, ἐνῷ ἀναμένονται νέαι διαβουλεύσεις μεταξύ τῶν μεγάλων δυνάμεων. <box>725 243 868 614</box>
article-body <box>416 803 1177 1149</box>
article-body: Τήν προσφιλή μας θείαν καί ἀδελφήν ΣΟΥΛΤΑΝΑ ΚΩΝΣΤΑΝΤΙΝΙΔΟΥ ἐτῶν 71 κηδεύομεν σήμερον ὥραν 4 μ.μ. ἐκ τοῦ ἱεροῦ ναοῦ Ἁγίας Παρασκευῆς. Παρακαλοῦνται οἱ συγγενεῖς καί φίλοι νά παρευρεθοῦν. Οἱ ἀνεψιοί. Αἱ ἀδελφαί. <box>932 2138 1177 2202</box>
dateline: ΛΟΝΔΙΝΟΝ, 26. <box>20 222 102 233</box>
column-rule <box>1185 8 1186 2316</box>
dateline: ΒΙΕΝΝΗ, 26. <box>1204 1124 1274 1136</box>
article-dek: Ἀπωλέσθησαν δύο ναυτικοί του.- Τά «Μπάρμπα Χρῆστος» καί «Αὔρα» συνεκρούσθησαν εἰς τό Ντάρμπαν. <box>669 1881 917 1955</box>
article-body <box>8 221 400 712</box>
article-text: (Ρώυτερ). — Περίπου 14.000.000 ἐργάται ἀπεργοῦν σήμερον εἰς ὁλόκληρον τήν Ἰταλίαν εἰς ἔνδειξιν διαμαρτυρίας διά τήν ἄνοδον τοῦ κόστους ζωῆς. Τά συνδικάτα ζητοῦν αὐξήσεις τῶν ἀποδοχῶν καί βελτίωσιν τῶν ὅρων ἐργασίας. Ἡ ἀπεργία ἐπηρεάζει τάς συγκοινωνίας, τάς βιομηχανίας καί τάς δημοσίας ὑπηρεσίας. <box>542 1837 661 2021</box>
article-headline: Ο ΠΑΧΜΑΝ ΑΝΑΜΕΝΕΙ ΛΙΑΝ ΣΥΝΤΟΜΩΣ ΝΕΟΝ ΚΙΝΗΜΑ ΕΙΣ ΤΗΝ ΤΣΕΧΟΣΛΟΒΑΚΙΑΝ <box>1192 1085 1561 1117</box>
german-delegation-article <box>1192 741 1561 1075</box>
ship-sinks-article <box>669 1777 924 2297</box>
article-headline: ΕΠΕΒΛΗΘΗΣΑΝ ΠΡΟΣΤΙΜΑ ΕΙΣ ΠΛΟΙΑΡΧΟΥΣ ΔΙΑ ΠΑΡΑΒΑΣΕΙΣ ΝΑΥΤΙΚΩΝ ΚΑΝΟΝΙΣΜΩΝ <box>19 1514 389 1546</box>
section-kicker: ΚΑΙ ΕΙΣ ΠΕΚΙΝΟΝ <box>903 940 998 952</box>
article-headline: 12ΕΤΗΣ ΚΑΘΕΙΡΞΙΣ ΕΙΣ ΤΟΝ ΑΡΙΣΤΕΡΟΝ ΔΙΚΗΓΟΡΟΝ ΕΚ ΤΩΝ ΙΔΡΥΤΩΝ ΤΗΣ ΣΠΕΙΡΑΣ «ΜΠΑΛΝΤΕΡ-ΜΑ·Ι·ΝΧΟΦ» <box>1198 1359 1555 1401</box>
article-headline: ΔΗΛΩΣΙΝ ΕΙΣ ΤΟΝ ΕΚΜΙΣΘΩΤΗΝ ΠΡΕΠΕΙ ΝΑ ΥΠΟΒΑΛΟΥΝ ΔΙΑ ΠΑΡΑΤΑΣΙΝ ΤΩΝ ΜΙΣΘΩΣΕΩΝ ΟΙ ΕΠΑΓΓΕΛΜΑΤΙΑΙ <box>21 1069 387 1115</box>
article-text: (Ἀσσ. Πρές). — Ἡ τιμή τοῦ χρυσοῦ ἐσημείωσε σημαντικήν κάμψιν εἰς τήν ἀγοράν τοῦ Λονδίνου, ἐνῷ τό δολλάριον ἐνισχύθη ἔναντι τῶν εὐρωπαϊκῶν νομισμάτων. Ἡ ἐξέλιξις ἀποδίδεται εἰς τά μέτρα τά ὁποῖα ἀνεκοίνωσεν ὁ πρόεδρος Νίξον διά τήν σταθεροποίησιν τῆς οἰκονομίας. Εἰς τό χρηματιστήριον τῆς Φραγκφούρτης αἱ συναλλαγαί ἦσαν ζωηραί καί αἱ τιμαί τῶν μετοχῶν ἐσημείωσαν ἄνοδον. <box>1192 1855 1372 2000</box>
article-text: — Κατά τήν χθεσινήν κλήρωσιν τοῦ λαϊκοῦ λαχείου ἐκέρδισαν οἱ κάτωθι ἀριθμοί: 60590 67765 67023 75173 75317 21958 45236 15330 16343 15999 20700 26405 29726 30128 38245 41836 43982 52109 57348 60215 63877 68815 72441 79014 81256 86370 90518 94627. <box>416 1646 790 1698</box>
article-headline: ΟΙ ΚΕΡΔΙΖΟΝΤΕΣ ΑΡΙΘΜΟΙ ΤΟΥ ΛΑ·Ι·ΚΟΥ ΛΑΧΕΙΟΥ <box>597 1626 995 1642</box>
article-text: — Τό εὐρωπαϊκόν πρεσβυτικόν συνεδριάζει εἰς Δυτικόν Βερολίνον παρά τάς ἐντόνους ἀντιδράσεις τῶν ἀνατολικῶν χωρῶν. Ἡ Ἀνατολική Γερμανία κατήγγειλε τήν σύγκλησιν ὡς πρόκλησιν. <box>932 1878 1177 1930</box>
section-rule <box>416 1620 1177 1622</box>
article-text: — Ὁ ἀρχιεπίσκοπος Ἀθηνῶν κ. Ἱερώνυμος ἐπέστρεψεν αἰφνιδίως χθές εἰς Ἀθήνας καί συνεργάσθη μέ τόν ὑφυπουργόν κ. Καβαλιεράτον ἐπί τῆς διενέξεως ἡ ὁποία ἀνέκυψε μεταξύ τῆς Ἐκκλησίας τῆς Ἑλλάδος καί τοῦ Οἰκουμενικοῦ Πατριαρχείου. Ἀργότερον τόν ἀρχιεπίσκοπον ἐπεσκέφθη ὁ ἀντιπρόεδρος τῆς κυβερνήσεως κ. Παττακός. Κατά πληροφορίας ἀναζητεῖται λύσις ἡ ὁποία θά ἱκανοποιῇ ἀμφοτέρας τάς πλευράς καί θά διασφαλίζῃ τήν ἑνότητα τῆς Ὀρθοδοξίας. Αἱ συνομιλίαι θά συνεχισθοῦν καί κατά τάς προσεχεῖς ἡμέρας. <box>8 1915 400 2007</box>
dateline: ΑΘΗΝΑΙ, 26. <box>20 1346 81 1358</box>
article-headline: ΗΡΧΙΣΑΝ ΑΙ ΕΡΓΑΣΙΑΙ ΤΗΣ ΔΩΔΕΚΑΕΘΝΟΥΣ ΔΙΑ ΤΗΝ ΕΙΡΗΝΕΥΣΙΝ ΕΙΣ ΒΙΕΤΝΑΜ ΕΝ ΜΕΣΩ ΔΙΑΦΩΝΙΩΝ ΚΑΙ ΔΙΑΜΑΡΤΥΡΙΩΝ <box>432 1159 1160 1257</box>
section-kicker: ΕΝΤΟΝΟΣ ΑΝΤΙΔΡΑΣΙΣ ΤΩΝ ΑΝΑΤΟΛΙΚΩΝ <box>940 1808 1168 1820</box>
article-headline: ΟΛΟΚΛΗΡΩΘΗ Η ΣΥΖΗΤΗΣΙΣ ΕΠΙ ΠΡΟΣΦΥΓΩΝ ΔΙΑ ΤΗΝ ΑΚΥΡΩΣΙΝ ΤΗΣ ΣΥΜΒΑΣΕΩΣ ΠΡΟΣ ΙΔΡΥΣΙΝ ΤΟΥ ΤΡΙΤΟΥ ΔΙΥΛΙΣΤΗΡΙΟΥ <box>23 724 385 773</box>
section-rule <box>416 1151 1177 1153</box>
article-text: (Ρώυτερ). — Ὁ Τσεχοσλοβάκος σκακιστής Πάχμαν ὁ ὁποῖος ἀπεφυλακίσθη πρό ὀλίγου, ἐδήλωσεν ὅτι ἀναμένει λίαν συντόμως νέον κίνημα διά τήν ἐλευθερίαν εἰς τήν χώραν του. <box>1382 1124 1561 1188</box>
funeral-notice <box>932 2116 1177 2297</box>
article-text: (Ρώυτερ). — Ναυαγοσωστικά σκάφη κατευθύνονται πρός τό ἑλληνικόν φορτηγόν «Νῆσος Κρήτη», τό ὁποῖον ἐξέπεμψε σήματα κινδύνου καί βυθίζεται ἀνοικτά τῶν ἀκτῶν τῆς Σικελίας. Δύο ναυτικοί τοῦ πλοίου ἀγνοοῦνται. Εἰς τό Ντάρμπαν συνεκρούσθησαν τά ἑλληνικά πλοῖα «Μπάρμπα Χρῆστος» καί «Αὔρα» χωρίς θύματα. <box>669 1975 792 2159</box>
article-text: — Τρεῖς βουλευταί τῆς Δυτικῆς Γερμανίας εἶχον συνομιλίας εἰς τό ὑπουργεῖον Ἐργασίας διά θέματα ἀφορῶντα εἰς τούς Ἕλληνας ἐργαζομένους εἰς τήν Ὁμοσπονδιακήν Δημοκρατίαν. Συνεζητήθησαν ζητήματα κοινωνικῆς ἀσφαλίσεως καί ἐκπαιδεύσεως τῶν τέκνων τῶν μεταναστῶν. <box>1192 791 1372 896</box>
section-kicker: Η ΑΙΓΥΠΤΙΑΚΗ ΛΙΡΑ <box>1228 2005 1337 2017</box>
article-text: (Ἀσσοσ. Πρές - Ρώυτερ - Ἡνωμ. Τύπος). — Ἤρχισαν αἱ ἐργασίαι τῆς δωδεκαεθνοῦς διασκέψεως διά τήν εἰρήνευσιν εἰς Βιετνάμ ἐν μέσῳ διαφωνιῶν καί διαμαρτυριῶν. Ὁ ὑπουργός Ἐξωτερικῶν τοῦ Καναδᾶ ἀνεκοίνωσεν ὅτι ἡ χώρα του θά ἀποχωρήσῃ ἀπό τήν διεθνῆ ἐπιτροπήν ἐλέγχου ἐάν δέν ἐξασφαλισθοῦν αἱ ἀπαραίτητοι προϋποθέσεις διά τήν ἀποτελεσματικήν λειτουργίαν της. Ἡ Λαϊκή Κίνα ἐξεφράσθη κατά πάσης παρεμβάσεως τοῦ ΟΗΕ εἰς τό θέμα, ἐνῷ ὁ ἐκπρόσωπος τοῦ Βορείου Βιετνάμ κατήγγειλε παραβιάσεις τῆς ἐκεχειρίας. Ὁ κ. Ρότζερς ἐδήλωσεν ὅτι αἱ Ἡνωμέναι Πολιτεῖαι θά τηρήσουν τάς ὑποχρεώσεις των. <box>416 1322 714 1573</box>
section-kicker: ΟΥΔΕΜΙΑ ΠΡΟΤΑΣΙΣ <box>586 834 697 846</box>
section-rule <box>1192 1606 1561 1608</box>
article-text: (Ἀσσ. Πρές). — Δικαστήριον τῆς Δυτικῆς Γερμανίας κατεδίκασεν εἰς δωδεκαετῆ κάθειρξιν τόν ἀριστερόν δικηγόρον Χόρστ Μάλερ, ἕνα ἐκ τῶν ἱδρυτῶν τῆς σπείρας «Μπάαντερ-Μάινχοφ», διά συμμετοχήν εἰς ληστείας τραπεζῶν καί ἀπελευθέρωσιν κρατουμένου. <box>1192 1408 1372 1512</box>
article-headline: Καταδίκην εἰς θάνατον ἐννέα Τούρκων φοιτητῶν ἐπρότεινεν ὁ ἐπίτροπος <box>1201 6 1552 94</box>
article-text: (Ἡνωμ. Τύπος). — Ὁ ἀναπληρωτής ὑπουργός Ἐξωτερικῶν διά τάς ὑποθέσεις τῆς Μέσης Ἀνατολῆς κ. Σίσκο, ἐδήλωσεν ὅτι αἱ συνθῆκαι εἶναι κατάλληλοι διά νέαν εἰρηνευτικήν προσπάθειαν καί ὅτι αἱ Ἡνωμέναι Πολιτεῖαι ἀναλαμβάνουν πρωτοβουλίαν πρός ρύθμισιν τῆς ἀραβο-ἰσραηλινῆς διαμάχης. Ὁ κ. Σίσκο ἐτόνισεν ὅτι ἡ Οὐάσιγκτων θά συνεχίσῃ τάς ἐπαφάς της μέ ὅλας τάς ἐνδιαφερομένας πλευράς καί ὅτι ἡ ἐπίλυσις τοῦ προβλήματος πρέπει νά στηριχθῇ εἰς τήν ἀπόφασιν τοῦ Συμβουλίου Ἀσφαλείας. Κατά τούς παρατηρητάς ἡ ἀμερικανική πρωτοβουλία συνδέεται μέ τάς πρόσφατους ἐξελίξεις εἰς τήν περιοχήν καί μέ τήν ἐπιθυμίαν ἀποφυγῆς νέας ἐντάσεως. Εἰς τό Κάιρον καί εἰς τήν Ἱερουσαλήμ αἱ δηλώσεις ἐσχολιάσθησαν μέ ἐπιφύλαξιν, ἐνῷ ἀναμένονται νέαι διαβουλεύσεις μεταξύ τῶν μεγάλων δυνάμεων. <box>1034 243 1177 614</box>
section-kicker: ΕΚΡΗΚΤΙΚΗ <box>919 620 983 632</box>
article-text: (Ἡνωμ. Τύπος). — Ὁ ἀναπληρωτής ὑπουργός Ἐξωτερικῶν διά τάς ὑποθέσεις τῆς Μέσης Ἀνατολῆς κ. Σίσκο, ἐδήλωσεν ὅτι αἱ συνθῆκαι εἶναι κατάλληλοι διά νέαν εἰρηνευτικήν προσπάθειαν καί ὅτι αἱ Ἡνωμέναι Πολιτεῖαι ἀναλαμβάνουν πρωτοβουλίαν πρός ρύθμισιν τῆς ἀραβο-ἰσραηλινῆς διαμάχης. Ὁ κ. Σίσκο ἐτόνισεν ὅτι ἡ Οὐάσιγκτων θά συνεχίσῃ τάς ἐπαφάς της μέ ὅλας τάς ἐνδιαφερομένας πλευράς καί ὅτι ἡ ἐπίλυσις τοῦ προβλήματος πρέπει νά στηριχθῇ εἰς τήν ἀπόφασιν τοῦ Συμβουλίου Ἀσφαλείας. Κατά τούς παρατηρητάς ἡ ἀμερικανική πρωτοβουλία συνδέεται μέ τάς πρόσφατους ἐξελίξεις εἰς τήν περιοχήν καί μέ τήν ἐπιθυμίαν ἀποφυγῆς νέας ἐντάσεως. Εἰς τό Κάιρον καί εἰς τήν Ἱερουσαλήμ αἱ δηλώσεις ἐσχολιάσθησαν μέ ἐπιφύλαξιν, ἐνῷ ἀναμένονται νέαι διαβουλεύσεις μεταξύ τῶν μεγάλων δυνάμεων. <box>879 243 1023 614</box>
article-headline: Η ΜΕΓΙΕΡ ΕΦΘΑΣΕΝ ΕΙΣ ΗΝΩΜ. ΠΟΛΙΤΕΙΑΣ <box>509 728 1084 797</box>
dateline: ΑΘΗΝΑΙ, 26. <box>20 1121 85 1133</box>
wages-article <box>8 1069 400 1285</box>
article-headline: ΜΑΖΙΚΗ ΕΚΔΗΛΩΣΙΣ 14.000.000 ΕΡΓΑΤΩΝ ΑΠΕΡΓΟΥΝ ΣΗΜΕΡΟΝ ΕΙΣ ΤΗΝ ΙΤΑΛΙΑΝ <box>422 1777 655 1817</box>
article-body <box>669 1961 924 2297</box>
article-body <box>8 1346 400 1493</box>
